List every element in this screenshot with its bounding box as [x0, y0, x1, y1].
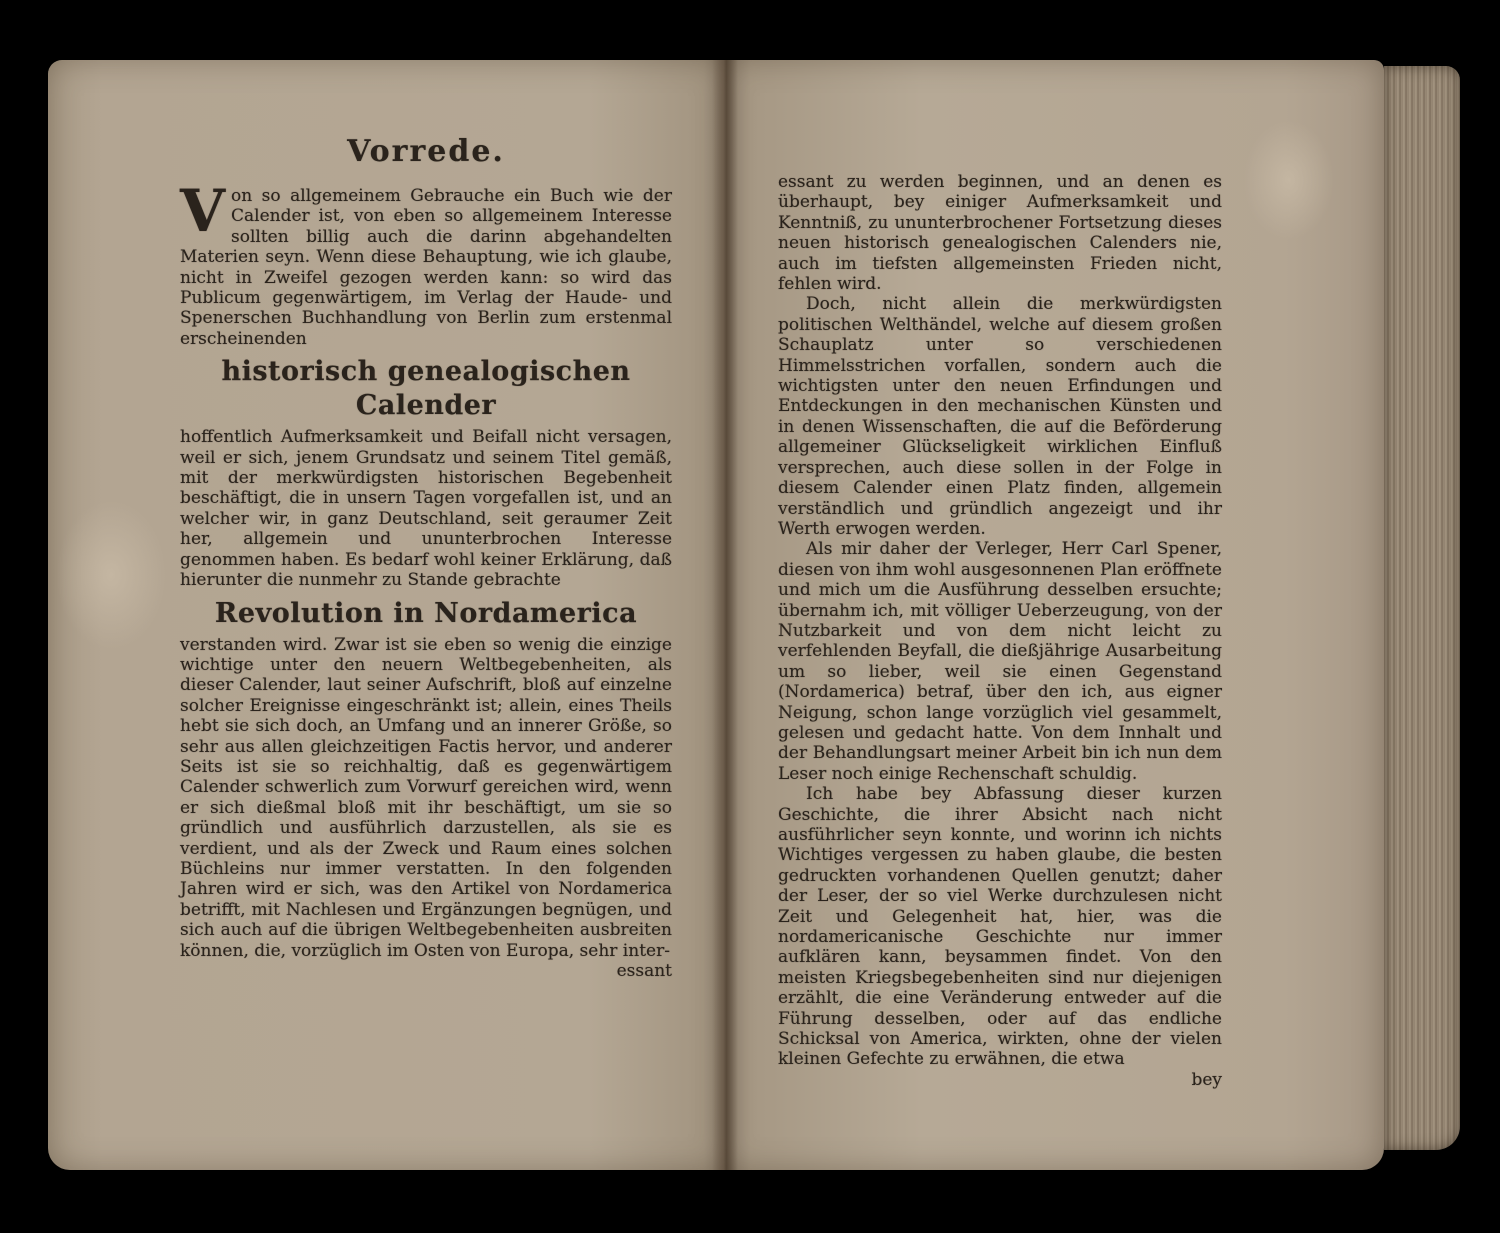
- page-heading: Vorrede.: [347, 134, 505, 169]
- paragraph: hoffentlich Aufmerksamkeit und Beifall nicht versagen, weil er sich, jenem Grundsatz und seinem Titel gemäß, mit der merkwürdigsten historischen Begebenheit beschäftigt, die in unsern Tagen vorgefallen ist, und an welcher wir, in ganz Deutschland, seit geraumer Zeit her, allgemein und ununterbrochen Interesse genommen haben. Es bedarf wohl keiner Erklärung, daß hierunter die nunmehr zu Stande gebrachte: [180, 427, 672, 591]
- opening-paragraph: [180, 177, 672, 349]
- book-gutter: [712, 60, 738, 1170]
- catchword: essant: [616, 961, 672, 981]
- paragraph: verstanden wird. Zwar ist sie eben so wenig die einzige wichtige unter den neuern Weltbegebenheiten, als dieser Calender, laut seiner Aufschrift, bloß auf einzelne solcher Ereignisse eingeschränkt ist; allein, eines Theils hebt sie sich doch, an Umfang und an innerer Größe, so sehr aus allen gleichzeitigen Factis hervor, und anderer Seits ist sie so reichhaltig, daß es gegenwärtigem Calender schwerlich zum Vorwurf gereichen wird, wenn er sich dießmal bloß mit ihr beschäftigt, um sie so gründlich und ausführlich darzustellen, als sie es verdient, und als der Zweck und Raum eines solchen Büchleins nur immer verstatten. In den folgenden Jahren wird er sich, was den Artikel von Nordamerica betrifft, mit Nachlesen und Ergänzungen begnügen, und sich auch auf die übrigen Weltbegebenheiten ausbreiten können, die, vorzüglich im Osten von Europa, sehr inter-: [180, 634, 672, 961]
- paragraph-text: on so allgemeinem Gebrauche ein Buch wie der Calender ist, von eben so allgemeinem Interesse sollten billig auch die darinn abgehandelten Materien seyn. Wenn diese Behauptung, wie ich glaube, nicht in Zweifel gezogen werden kann: so wird das Publicum gegenwärtigem, im Verlag der Haude- und Spenerschen Buchhandlung von Berlin zum erstenmal erscheinenden: [180, 186, 672, 349]
- display-title: Revolution in Nordamerica: [214, 597, 638, 629]
- left-text-column: [180, 134, 672, 981]
- catchword: bey: [1191, 1069, 1222, 1090]
- drop-cap: V: [180, 177, 226, 245]
- paragraph: essant zu werden beginnen, und an denen es überhaupt, bey einiger Aufmerksamkeit und Kenntniß, zu ununterbrochener Fortsetzung dieses neuen historisch genealogischen Calenders nie, auch im tiefsten allgemeinsten Frieden nicht, fehlen wird.: [778, 172, 1222, 295]
- display-title: historisch genealogischen Calender: [221, 356, 631, 422]
- page-edges: [1384, 66, 1460, 1150]
- paper-stain: [56, 500, 166, 650]
- paragraph: Doch, nicht allein die merkwürdigsten politischen Welthändel, welche auf diesem großen Schauplatz unter so verschiedenen Himmelsstrichen vorfallen, sondern auch die wichtigsten unter den neuen Erfindungen und Entdeckungen in den mechanischen Künsten und in denen Wissenschaften, die auf die Beförderung allgemeiner Glückseligkeit wirklichen Einfluß versprechen, auch diese sollen in der Folge in diesem Calender einen Platz finden, allgemein verständlich und gründlich angezeigt und ihr Werth erwogen werden.: [778, 294, 1222, 539]
- paragraph: Ich habe bey Abfassung dieser kurzen Geschichte, die ihrer Absicht nach nicht ausführlicher seyn konnte, und worinn ich nichts Wichtiges vergessen zu haben glaube, die besten gedruckten vorhandenen Quellen genutzt; daher der Leser, der so viel Werke durchzulesen nicht Zeit und Gelegenheit hat, hier, was die nordamericanische Geschichte nur immer aufklären kann, beysammen findet. Von den meisten Kriegsbegebenheiten sind nur diejenigen erzählt, die eine Veränderung entweder auf die Führung desselben, oder auf das endliche Schicksal von America, wirkten, ohne der vielen kleinen Gefechte zu erwähnen, die etwa: [778, 784, 1222, 1070]
- paragraph: Als mir daher der Verleger, Herr Carl Spener, diesen von ihm wohl ausgesonnenen Plan eröffnete und mich um die Ausführung desselben ersuchte; übernahm ich, mit völliger Ueberzeugung, von der Nutzbarkeit und von dem nicht leicht zu verfehlenden Beyfall, die dießjährige Ausarbeitung um so lieber, weil sie einen Gegenstand (Nordamerica) betraf, über den ich, aus eigner Neigung, schon lange vorzüglich viel gesammelt, gelesen und gedacht hatte. Von dem Innhalt und der Behandlungsart meiner Arbeit bin ich nun dem Leser noch einige Rechenschaft schuldig.: [778, 539, 1222, 784]
- paper-stain: [1244, 120, 1334, 240]
- right-text-column: [778, 172, 1222, 1090]
